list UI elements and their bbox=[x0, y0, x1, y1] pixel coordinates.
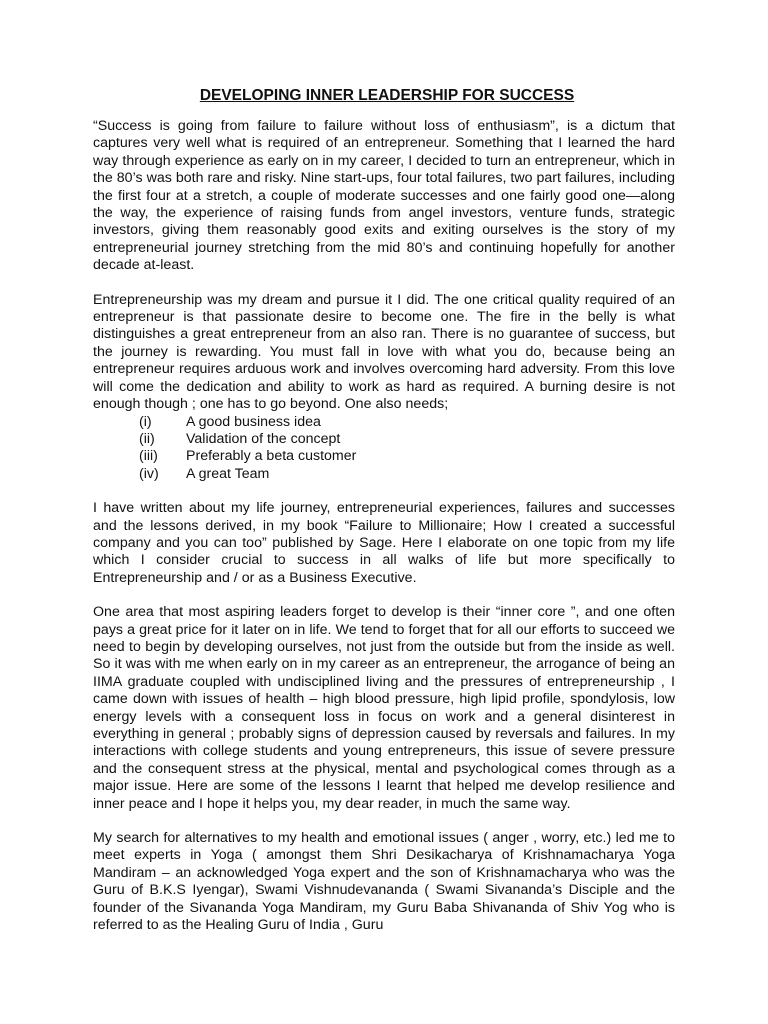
paragraph-5: My search for alternatives to my health and emotional issues ( anger , worry, etc.) led me to meet experts in Yoga ( amongst them Shri Desikacharya of Krishnamacharya Yoga Mandiram – an acknowledged Yoga expert and the son of Krishnamacharya who was the Guru of B.K.S Iyengar), Swami Vishnudevananda ( Swami Sivananda’s Disciple and the founder of the Sivananda Yoga Mandiram, my Guru Baba Shivananda of Shiv Yog who is referred to as the Healing Guru of India , Guru bbox=[93, 830, 675, 934]
document-title: DEVELOPING INNER LEADERSHIP FOR SUCCESS bbox=[199, 87, 575, 104]
list-item: (ii) Validation of the concept bbox=[139, 430, 341, 447]
needs-list bbox=[93, 414, 675, 484]
paragraph-3: I have written about my life journey, entrepreneurial experiences, failures and successes and the lessons derived, in my book “Failure to Millionaire; How I created a successful company and you can too” published by Sage. Here I elaborate on one topic from my life which I consider crucial to success in all walks of life but more specifically to Entrepreneurship and / or as a Business Executive. bbox=[93, 500, 675, 586]
paragraph-2: Entrepreneurship was my dream and pursue it I did. The one critical quality required of an entrepreneur is that passionate desire to become one. The fire in the belly is what distinguishes a great entrepreneur from an also ran. There is no guarantee of success, but the journey is rewarding. You must fall in love with what you do, because being an entrepreneur requires arduous work and involves overcoming hard adversity. From this love will come the dedication and ability to work as hard as required. A burning desire is not enough though ; one has to go beyond. One also needs; bbox=[93, 291, 675, 413]
list-item: (iv) A great Team bbox=[139, 465, 270, 482]
list-item: (iii) Preferably a beta customer bbox=[139, 448, 357, 465]
paragraph-4: One area that most aspiring leaders forget to develop is their “inner core ”, and one often pays a great price for it later on in life. We tend to forget that for all our efforts to succeed we need to begin by developing ourselves, not just from the outside but from the inside as well. So it was with me when early on in my career as an entrepreneur, the arrogance of being an IIMA graduate coupled with undisciplined living and the pressures of entrepreneurship , I came down with issues of health – high blood pressure, high lipid profile, spondylosis, low energy levels with a consequent loss in focus on work and a general disinterest in everything in general ; probably signs of depression caused by reversals and failures. In my interactions with college students and young entrepreneurs, this issue of severe pressure and the consequent stress at the physical, mental and psychological comes through as a major issue. Here are some of the lessons I learnt that helped me develop resilience and inner peace and I hope it helps you, my dear reader, in much the same way. bbox=[93, 604, 675, 812]
list-item: (i) A good business idea bbox=[139, 413, 321, 430]
paragraph-1: “Success is going from failure to failure without loss of enthusiasm”, is a dictum that captures very well what is required of an entrepreneur. Something that I learned the hard way through experience as early on in my career, I decided to turn an entrepreneur, which in the 80’s was both rare and risky. Nine start-ups, four total failures, two part failures, including the first four at a stretch, a couple of moderate successes and one fairly good one—along the way, the experience of raising funds from angel investors, venture funds, strategic investors, giving them reasonably good exits and exiting ourselves is the story of my entrepreneurial journey stretching from the mid 80’s and continuing hopefully for another decade at-least. bbox=[93, 118, 675, 274]
